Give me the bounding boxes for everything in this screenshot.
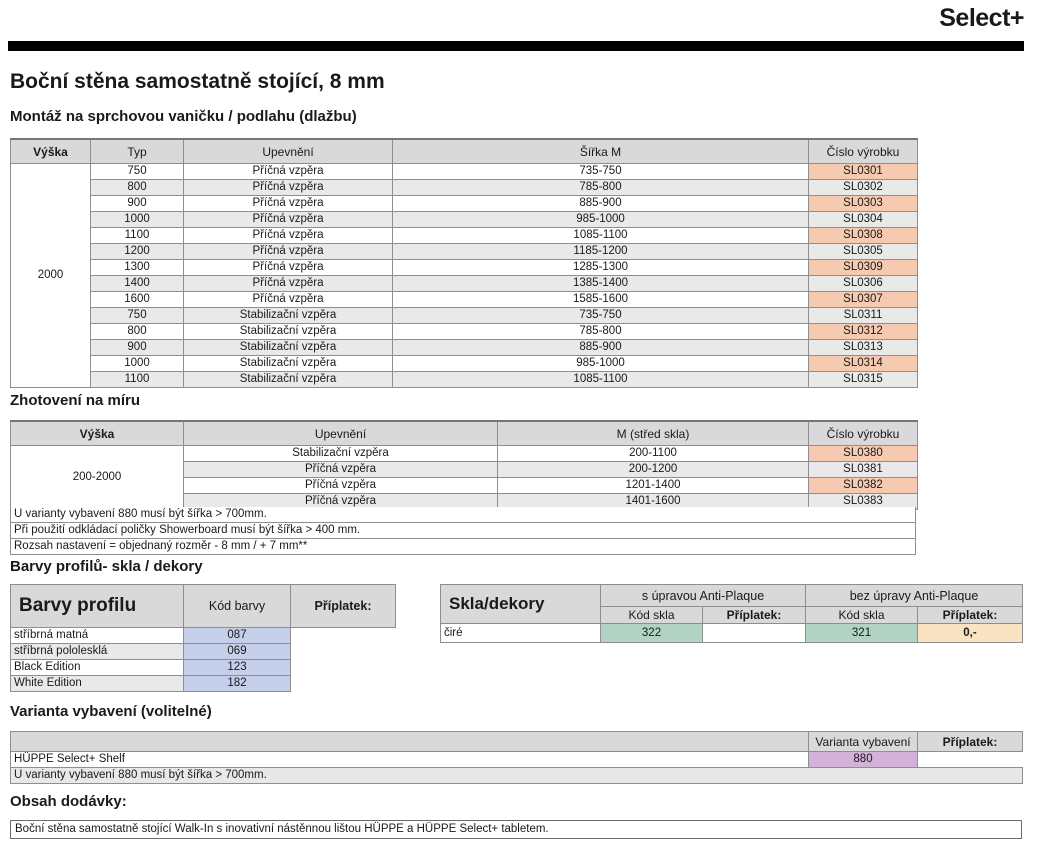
table-row bbox=[11, 628, 396, 644]
table-row bbox=[11, 752, 1023, 768]
col-header-sirka-m: Šířka M bbox=[393, 139, 809, 164]
cell-article-number: SL0312 bbox=[809, 324, 918, 340]
colors-section-heading: Barvy profilů- skla / dekory bbox=[10, 558, 203, 575]
cell-m: 200-1200 bbox=[498, 462, 809, 478]
cell-upevneni: Stabilizační vzpěra bbox=[184, 308, 393, 324]
variant-header-row bbox=[11, 732, 1023, 752]
col-header-priplatek: Příplatek: bbox=[291, 585, 396, 628]
cell-upevneni: Příčná vzpěra bbox=[184, 462, 498, 478]
cell-sirka: 1085-1100 bbox=[393, 228, 809, 244]
cell-sirka: 1585-1600 bbox=[393, 292, 809, 308]
table-row bbox=[11, 340, 918, 356]
cell-article-number: SL0311 bbox=[809, 308, 918, 324]
custom-section-heading: Zhotovení na míru bbox=[10, 392, 141, 409]
table-row bbox=[11, 292, 918, 308]
cell-upevneni: Příčná vzpěra bbox=[184, 180, 393, 196]
cell-sirka: 785-800 bbox=[393, 324, 809, 340]
cell-typ: 800 bbox=[91, 324, 184, 340]
cell-article-number: SL0382 bbox=[809, 478, 918, 494]
cell-upevneni: Příčná vzpěra bbox=[184, 260, 393, 276]
cell-article-number: SL0301 bbox=[809, 164, 918, 180]
col-header-vyska: Výška bbox=[11, 139, 91, 164]
cell-article-number: SL0302 bbox=[809, 180, 918, 196]
table-row bbox=[11, 212, 918, 228]
cell-typ: 750 bbox=[91, 308, 184, 324]
cell-glass-name: čiré bbox=[441, 624, 601, 643]
cell-m: 200-1100 bbox=[498, 446, 809, 462]
cell-typ: 800 bbox=[91, 180, 184, 196]
cell-article-number: SL0314 bbox=[809, 356, 918, 372]
cell-color-code: 123 bbox=[184, 660, 291, 676]
cell-article-number: SL0306 bbox=[809, 276, 918, 292]
cell-upevneni: Příčná vzpěra bbox=[184, 196, 393, 212]
cell-upevneni: Stabilizační vzpěra bbox=[184, 324, 393, 340]
col-header-kod-skla-2: Kód skla bbox=[806, 607, 918, 624]
custom-table-header-row bbox=[11, 421, 918, 446]
cell-glass-code-1: 322 bbox=[601, 624, 703, 643]
cell-typ: 1100 bbox=[91, 372, 184, 388]
col-header-cislo-vyrobku: Číslo výrobku bbox=[809, 139, 918, 164]
cell-upevneni: Příčná vzpěra bbox=[184, 164, 393, 180]
custom-size-table bbox=[10, 420, 918, 510]
col-header-upevneni: Upevnění bbox=[184, 139, 393, 164]
note-variant-width: U varianty vybavení 880 musí být šířka > 700mm. bbox=[10, 507, 916, 523]
cell-article-number: SL0309 bbox=[809, 260, 918, 276]
cell-upevneni: Stabilizační vzpěra bbox=[184, 356, 393, 372]
col-header-priplatek: Příplatek: bbox=[918, 732, 1023, 752]
cell-color-name: Black Edition bbox=[11, 660, 184, 676]
group-header-no-anti-plaque: bez úpravy Anti-Plaque bbox=[806, 585, 1023, 607]
cell-typ: 1100 bbox=[91, 228, 184, 244]
cell-sirka: 885-900 bbox=[393, 196, 809, 212]
cell-variant-code: 880 bbox=[809, 752, 918, 768]
variant-table bbox=[10, 731, 1023, 784]
cell-upevneni: Příčná vzpěra bbox=[184, 478, 498, 494]
cell-m: 1201-1400 bbox=[498, 478, 809, 494]
glass-table-title: Skla/dekory bbox=[441, 585, 601, 624]
cell-upevneni: Příčná vzpěra bbox=[184, 212, 393, 228]
variant-header-spacer bbox=[11, 732, 809, 752]
cell-typ: 1200 bbox=[91, 244, 184, 260]
cell-upevneni: Stabilizační vzpěra bbox=[184, 446, 498, 462]
cell-color-name: stříbrná matná bbox=[11, 628, 184, 644]
profile-colors-header-row bbox=[11, 585, 396, 628]
note-adjustment-range: Rozsah nastavení = objednaný rozměr - 8 mm / + 7 mm** bbox=[10, 539, 916, 555]
cell-upevneni: Příčná vzpěra bbox=[184, 244, 393, 260]
cell-upevneni: Stabilizační vzpěra bbox=[184, 340, 393, 356]
col-header-vyska: Výška bbox=[11, 421, 184, 446]
table-row bbox=[11, 356, 918, 372]
table-row bbox=[11, 372, 918, 388]
cell-typ: 900 bbox=[91, 340, 184, 356]
table-row bbox=[11, 228, 918, 244]
cell-glass-surcharge-1 bbox=[703, 624, 806, 643]
cell-article-number: SL0308 bbox=[809, 228, 918, 244]
table-row bbox=[11, 676, 396, 692]
group-header-anti-plaque: s úpravou Anti-Plaque bbox=[601, 585, 806, 607]
col-header-kod-barvy: Kód barvy bbox=[184, 585, 291, 628]
cell-article-number: SL0305 bbox=[809, 244, 918, 260]
cell-sirka: 985-1000 bbox=[393, 356, 809, 372]
profile-colors-title: Barvy profilu bbox=[11, 585, 184, 628]
cell-article-number: SL0381 bbox=[809, 462, 918, 478]
variant-note-row bbox=[11, 768, 1023, 784]
height-span-cell: 200-2000 bbox=[11, 446, 184, 510]
cell-article-number: SL0380 bbox=[809, 446, 918, 462]
col-header-varianta-vybaveni: Varianta vybavení bbox=[809, 732, 918, 752]
cell-typ: 900 bbox=[91, 196, 184, 212]
cell-article-number: SL0383 bbox=[809, 494, 918, 510]
variant-section-heading: Varianta vybavení (volitelné) bbox=[10, 703, 212, 720]
cell-upevneni: Stabilizační vzpěra bbox=[184, 372, 393, 388]
page-title: Boční stěna samostatně stojící, 8 mm bbox=[10, 70, 385, 93]
table-row bbox=[441, 624, 1023, 643]
cell-upevneni: Příčná vzpěra bbox=[184, 276, 393, 292]
table-row bbox=[11, 308, 918, 324]
cell-sirka: 885-900 bbox=[393, 340, 809, 356]
cell-sirka: 1385-1400 bbox=[393, 276, 809, 292]
delivery-content-box: Boční stěna samostatně stojící Walk-In s inovativní nástěnnou lištou HÜPPE a HÜPPE Select+ tabletem. bbox=[10, 820, 1022, 839]
cell-typ: 1300 bbox=[91, 260, 184, 276]
cell-article-number: SL0304 bbox=[809, 212, 918, 228]
cell-sirka: 1185-1200 bbox=[393, 244, 809, 260]
table-row bbox=[11, 324, 918, 340]
col-header-upevneni: Upevnění bbox=[184, 421, 498, 446]
glass-group-header-row bbox=[441, 585, 1023, 607]
note-showerboard: Při použití odkládací poličky Showerboard musí být šířka > 400 mm. bbox=[10, 523, 916, 539]
cell-color-code: 087 bbox=[184, 628, 291, 644]
table-row bbox=[11, 180, 918, 196]
table-row bbox=[11, 196, 918, 212]
cell-article-number: SL0315 bbox=[809, 372, 918, 388]
cell-article-number: SL0303 bbox=[809, 196, 918, 212]
cell-article-number: SL0313 bbox=[809, 340, 918, 356]
cell-variant-surcharge bbox=[918, 752, 1023, 768]
table-row bbox=[11, 446, 918, 462]
cell-sirka: 735-750 bbox=[393, 308, 809, 324]
table-row bbox=[11, 260, 918, 276]
cell-typ: 750 bbox=[91, 164, 184, 180]
cell-sirka: 735-750 bbox=[393, 164, 809, 180]
cell-sirka: 985-1000 bbox=[393, 212, 809, 228]
cell-typ: 1000 bbox=[91, 212, 184, 228]
table-row bbox=[11, 276, 918, 292]
mount-table bbox=[10, 138, 918, 388]
cell-m: 1401-1600 bbox=[498, 494, 809, 510]
cell-sirka: 785-800 bbox=[393, 180, 809, 196]
cell-upevneni: Příčná vzpěra bbox=[184, 292, 393, 308]
mount-table-header-row bbox=[11, 139, 918, 164]
table-row bbox=[11, 644, 396, 660]
col-header-priplatek-2: Příplatek: bbox=[918, 607, 1023, 624]
profile-colors-table bbox=[10, 584, 396, 692]
cell-variant-name: HÜPPE Select+ Shelf bbox=[11, 752, 809, 768]
variant-note: U varianty vybavení 880 musí být šířka > 700mm. bbox=[11, 768, 1023, 784]
table-row bbox=[11, 164, 918, 180]
col-header-typ: Typ bbox=[91, 139, 184, 164]
cell-sirka: 1085-1100 bbox=[393, 372, 809, 388]
brand-logo: Select+ bbox=[939, 4, 1024, 32]
cell-color-code: 182 bbox=[184, 676, 291, 692]
col-header-priplatek-1: Příplatek: bbox=[703, 607, 806, 624]
cell-color-name: White Edition bbox=[11, 676, 184, 692]
cell-upevneni: Příčná vzpěra bbox=[184, 494, 498, 510]
col-header-m-stred-skla: M (střed skla) bbox=[498, 421, 809, 446]
col-header-kod-skla-1: Kód skla bbox=[601, 607, 703, 624]
cell-article-number: SL0307 bbox=[809, 292, 918, 308]
cell-upevneni: Příčná vzpěra bbox=[184, 228, 393, 244]
cell-typ: 1000 bbox=[91, 356, 184, 372]
table-row bbox=[11, 660, 396, 676]
col-header-cislo-vyrobku: Číslo výrobku bbox=[809, 421, 918, 446]
cell-sirka: 1285-1300 bbox=[393, 260, 809, 276]
cell-typ: 1600 bbox=[91, 292, 184, 308]
cell-typ: 1400 bbox=[91, 276, 184, 292]
cell-glass-code-2: 321 bbox=[806, 624, 918, 643]
height-span-cell: 2000 bbox=[11, 164, 91, 388]
cell-glass-surcharge-2: 0,- bbox=[918, 624, 1023, 643]
cell-color-code: 069 bbox=[184, 644, 291, 660]
header-divider-bar bbox=[8, 41, 1024, 51]
mount-section-heading: Montáž na sprchovou vaničku / podlahu (dlažbu) bbox=[10, 108, 357, 125]
cell-color-name: stříbrná pololesklá bbox=[11, 644, 184, 660]
glass-decors-table bbox=[440, 584, 1023, 643]
delivery-section-heading: Obsah dodávky: bbox=[10, 793, 127, 810]
table-row bbox=[11, 244, 918, 260]
